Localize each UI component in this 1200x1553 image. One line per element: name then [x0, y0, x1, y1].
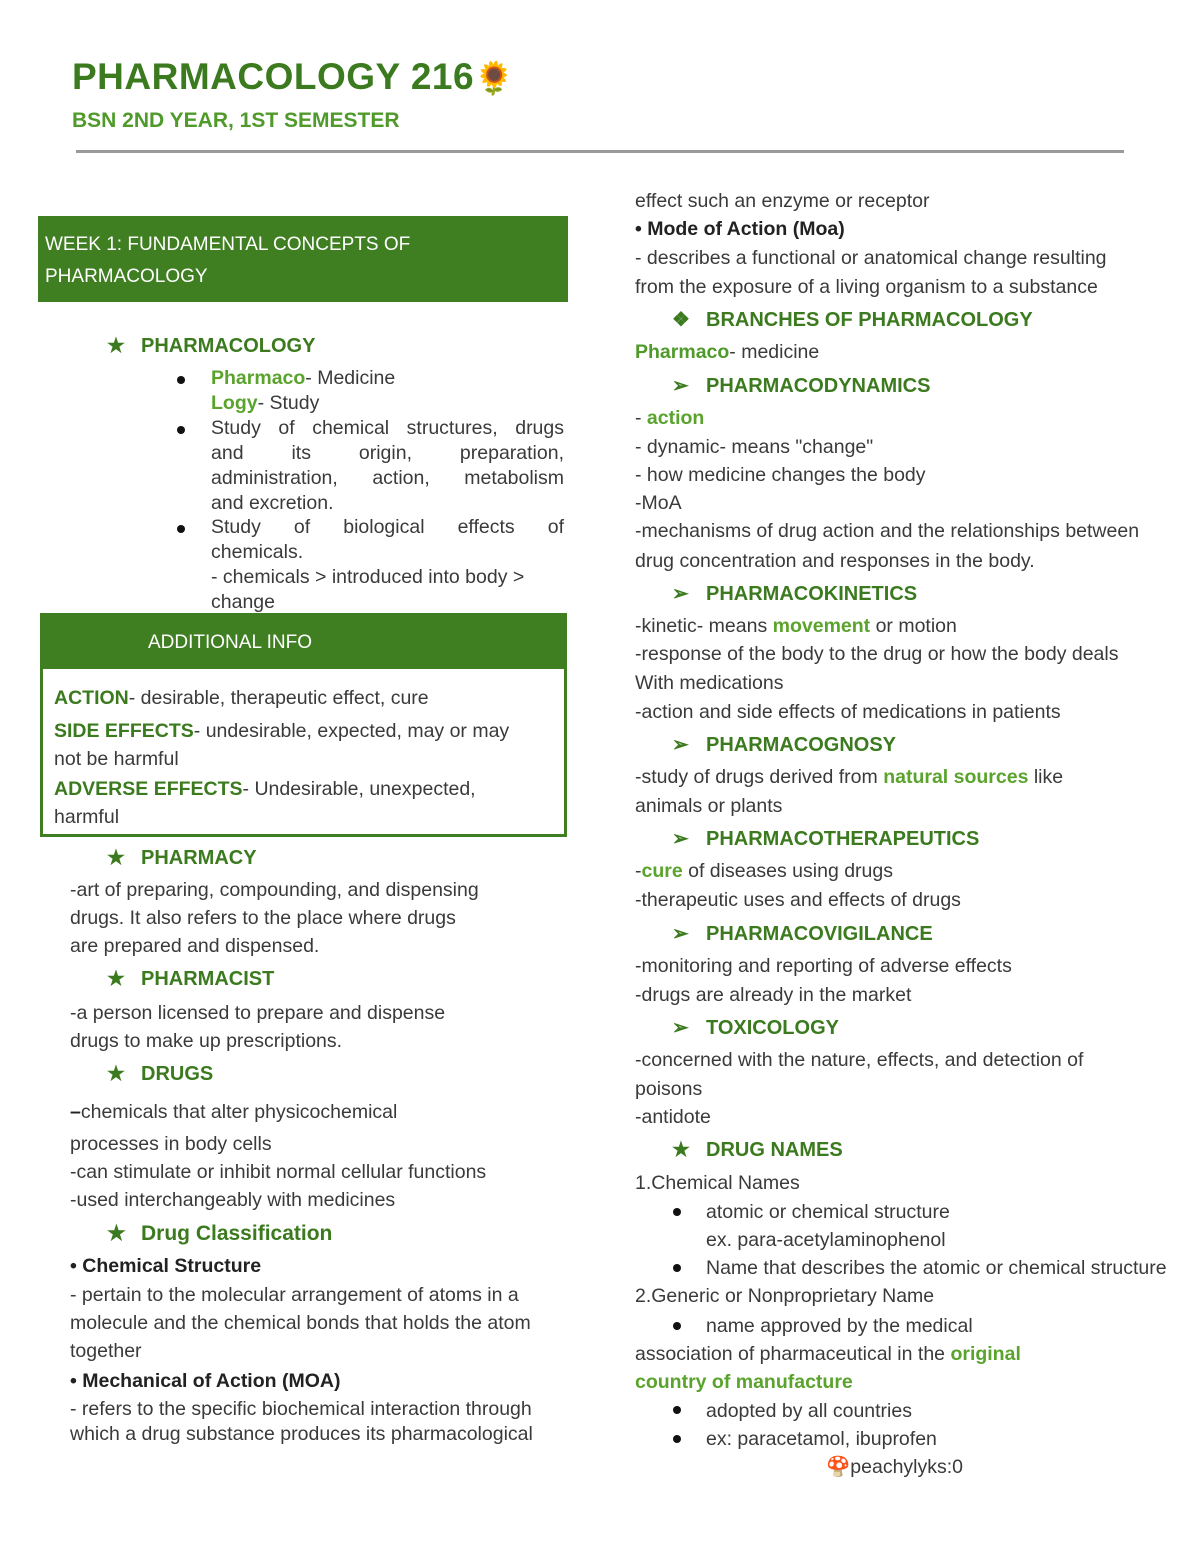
- moa-line: - refers to the specific biochemical interaction through: [70, 1398, 532, 1420]
- cognosy-line: animals or plants: [635, 795, 783, 817]
- pharmacodynamics-heading: ➢ PHARMACODYNAMICS: [672, 375, 931, 397]
- week-title-line1: WEEK 1: FUNDAMENTAL CONCEPTS OF: [45, 234, 411, 255]
- arrow-icon: ➢: [672, 828, 689, 850]
- toxicology-line: -antidote: [635, 1106, 711, 1128]
- side-effects-def-cont: not be harmful: [54, 748, 179, 770]
- action-def: ACTION- desirable, therapeutic effect, cure: [54, 687, 429, 709]
- mushroom-icon: 🍄: [826, 1456, 851, 1478]
- branches-heading: ❖ BRANCHES OF PHARMACOLOGY: [672, 309, 1033, 331]
- additional-info-box: [40, 613, 567, 837]
- bullet-icon: [177, 426, 185, 434]
- drug-classification-heading: ★ Drug Classification: [107, 1222, 333, 1245]
- pharmacy-line: are prepared and dispensed.: [70, 935, 320, 957]
- dynamics-line: drug concentration and responses in the body.: [635, 550, 1035, 572]
- page-title: [72, 56, 514, 98]
- moa-continued: effect such an enzyme or receptor: [635, 190, 930, 212]
- arrow-icon: ➢: [672, 375, 689, 397]
- pharmacognosy-heading: ➢ PHARMACOGNOSY: [672, 734, 897, 756]
- chemical-structure-line: - pertain to the molecular arrangement of atoms in a: [70, 1284, 519, 1306]
- pharmacy-line: drugs. It also refers to the place where drugs: [70, 907, 456, 929]
- dynamics-line: -MoA: [635, 492, 682, 514]
- side-effects-def: SIDE EFFECTS- undesirable, expected, may or may: [54, 720, 510, 742]
- moa-line: which a drug substance produces its pharmacological: [70, 1423, 533, 1445]
- additional-info-header: ADDITIONAL INFO: [43, 616, 564, 669]
- pharmaco-def: Pharmaco- Medicine: [211, 367, 396, 389]
- arrow-icon: ➢: [672, 1017, 689, 1039]
- star-icon: ★: [107, 1222, 126, 1245]
- dynamics-line: -mechanisms of drug action and the relationships between: [635, 520, 1140, 542]
- kinetics-line: -action and side effects of medications in patients: [635, 701, 1061, 723]
- star-icon: ★: [107, 968, 125, 990]
- dynamics-action: - action: [635, 407, 705, 429]
- generic-name-label: 2.Generic or Nonproprietary Name: [635, 1285, 935, 1307]
- bullet-icon: [673, 1435, 681, 1443]
- generic-name-item: ex: paracetamol, ibuprofen: [706, 1428, 937, 1450]
- pharmacotherapeutics-heading: ➢ PHARMACOTHERAPEUTICS: [672, 828, 980, 850]
- pharmacovigilance-heading: ➢ PHARMACOVIGILANCE: [672, 923, 933, 945]
- kinetics-line: -kinetic- means movement or motion: [635, 615, 957, 637]
- mode-of-action-line: from the exposure of a living organism to a substance: [635, 276, 1098, 298]
- toxicology-heading: ➢ TOXICOLOGY: [672, 1017, 839, 1039]
- pharmacist-line: drugs to make up prescriptions.: [70, 1030, 343, 1052]
- arrow-icon: ➢: [672, 583, 689, 605]
- arrow-icon: ➢: [672, 734, 689, 756]
- dynamics-line: - how medicine changes the body: [635, 464, 926, 486]
- toxicology-line: -concerned with the nature, effects, and detection of: [635, 1049, 1084, 1071]
- arrow-icon: ➢: [672, 923, 689, 945]
- vigilance-line: -monitoring and reporting of adverse effects: [635, 955, 1012, 977]
- diamond-icon: ❖: [672, 309, 690, 331]
- chemical-names-example: ex. para-acetylaminophenol: [706, 1229, 946, 1251]
- pharmacokinetics-heading: ➢ PHARMACOKINETICS: [672, 583, 918, 605]
- bullet-icon: [177, 525, 185, 533]
- moa-label: • Mechanical of Action (MOA): [70, 1370, 341, 1392]
- chemical-structure-line: together: [70, 1340, 142, 1362]
- chemical-names-item: atomic or chemical structure: [706, 1201, 950, 1223]
- dynamics-line: - dynamic- means "change": [635, 436, 874, 458]
- bullet-icon: [673, 1322, 681, 1330]
- therapeutics-line: -cure of diseases using drugs: [635, 860, 893, 882]
- chemical-structure-line: molecule and the chemical bonds that holds the atom: [70, 1312, 531, 1334]
- drugs-line: processes in body cells: [70, 1133, 272, 1155]
- generic-name-item: name approved by the medical: [706, 1315, 973, 1337]
- adverse-effects-def: ADVERSE EFFECTS- Undesirable, unexpected,: [54, 778, 476, 800]
- bullet-icon: [673, 1208, 681, 1216]
- drugs-line: -used interchangeably with medicines: [70, 1189, 396, 1211]
- chemical-structure-label: • Chemical Structure: [70, 1255, 262, 1277]
- cognosy-line: -study of drugs derived from natural sources like: [635, 766, 1064, 788]
- drugs-line: -can stimulate or inhibit normal cellular functions: [70, 1161, 487, 1183]
- star-icon: ★: [672, 1139, 690, 1161]
- mode-of-action-label: • Mode of Action (Moa): [635, 218, 845, 240]
- generic-name-line: association of pharmaceutical in the original: [635, 1343, 1021, 1365]
- signature: 🍄peachylyks:0: [826, 1456, 964, 1478]
- week-title-line2: PHARMACOLOGY: [45, 266, 208, 287]
- star-icon: ★: [107, 847, 125, 869]
- star-icon: ★: [107, 335, 125, 357]
- kinetics-line: With medications: [635, 672, 784, 694]
- bullet-icon: [673, 1264, 681, 1272]
- pharmacology-definition-2: Study of biological effects of chemicals. - chemicals > introduced into body > change: [211, 516, 564, 613]
- pharmacology-definition-1: Study of chemical structures, drugs and its origin, preparation, administration, action, metabolism and excretion.: [211, 417, 564, 514]
- pharmacology-heading: ★ PHARMACOLOGY: [107, 335, 316, 357]
- page-subtitle: BSN 2ND YEAR, 1ST SEMESTER: [72, 109, 400, 132]
- mode-of-action-line: - describes a functional or anatomical change resulting: [635, 247, 1107, 269]
- toxicology-line: poisons: [635, 1078, 703, 1100]
- drug-names-heading: ★ DRUG NAMES: [672, 1139, 843, 1161]
- bullet-icon: [673, 1406, 681, 1414]
- pharmacy-heading: ★ PHARMACY: [107, 847, 257, 869]
- star-icon: ★: [107, 1063, 125, 1085]
- week-banner: [38, 216, 568, 302]
- therapeutics-line: -therapeutic uses and effects of drugs: [635, 889, 961, 911]
- pharmacy-line: -art of preparing, compounding, and dispensing: [70, 879, 479, 901]
- drugs-heading: ★ DRUGS: [107, 1063, 214, 1085]
- vigilance-line: -drugs are already in the market: [635, 984, 912, 1006]
- logy-def: Logy- Study: [211, 392, 320, 414]
- pharmacist-line: -a person licensed to prepare and dispense: [70, 1002, 446, 1024]
- generic-name-line: country of manufacture: [635, 1371, 853, 1393]
- header-divider: [76, 150, 1124, 153]
- pharmaco-medicine: Pharmaco- medicine: [635, 341, 820, 363]
- pharmacist-heading: ★ PHARMACIST: [107, 968, 275, 990]
- chemical-names-label: 1.Chemical Names: [635, 1172, 800, 1194]
- kinetics-line: -response of the body to the drug or how the body deals: [635, 643, 1119, 665]
- drugs-line: –chemicals that alter physicochemical: [70, 1101, 398, 1123]
- bullet-icon: [177, 376, 185, 384]
- title-text: PHARMACOLOGY 216: [72, 56, 475, 97]
- adverse-effects-def-cont: harmful: [54, 806, 120, 828]
- chemical-names-item: Name that describes the atomic or chemical structure: [706, 1257, 1167, 1279]
- sunflower-icon: 🌻: [474, 60, 515, 96]
- generic-name-item: adopted by all countries: [706, 1400, 912, 1422]
